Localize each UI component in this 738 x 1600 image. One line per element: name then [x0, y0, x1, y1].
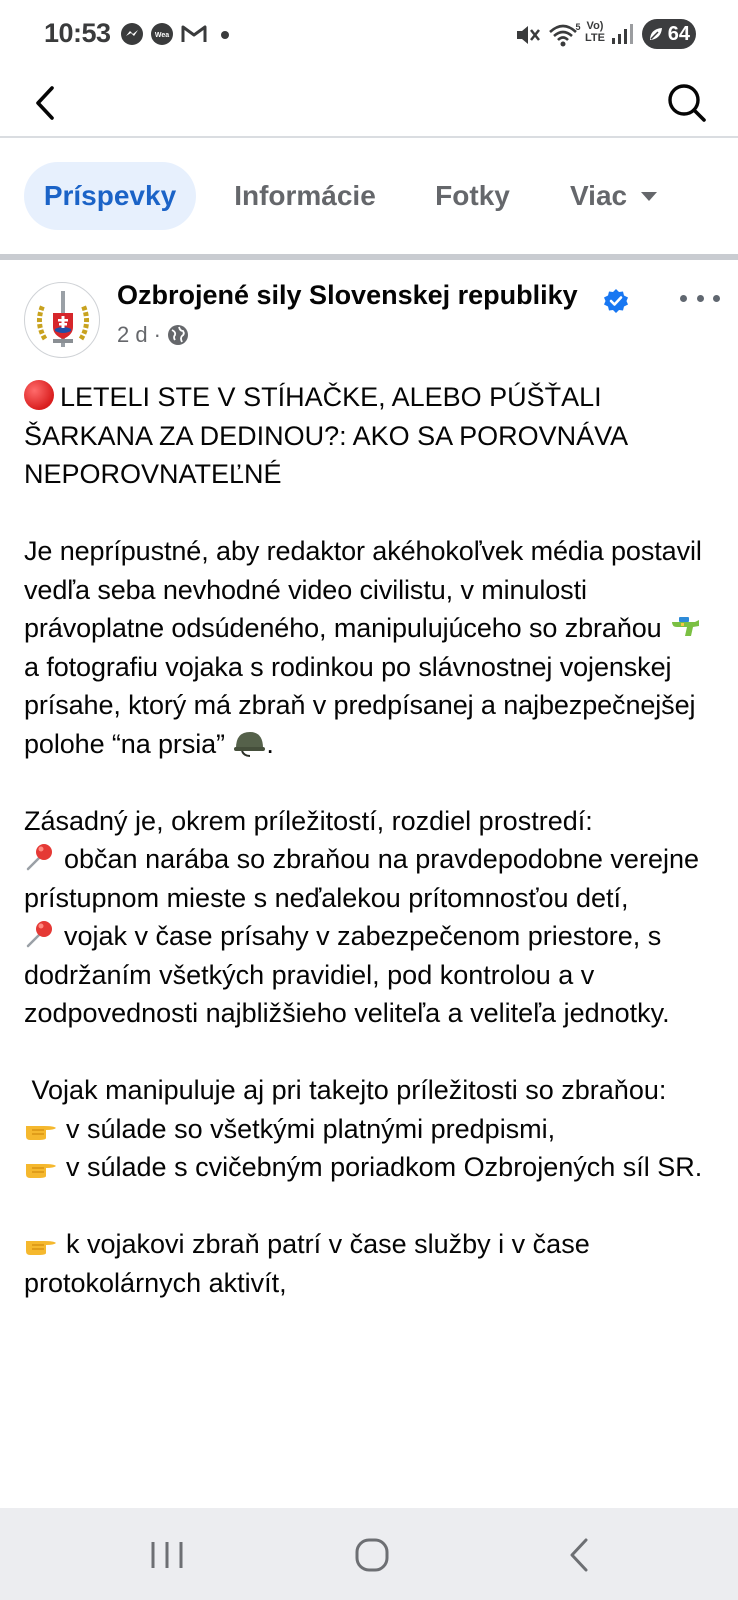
weather-icon [150, 22, 174, 46]
avatar[interactable] [24, 282, 100, 358]
armed-forces-emblem-icon [25, 283, 100, 358]
post-meta [117, 322, 189, 348]
dot [680, 295, 687, 302]
clock: 10:53 [44, 18, 111, 48]
post-header [0, 260, 738, 370]
paragraph-2-intro: Zásadný je, okrem príležitostí, rozdiel prostredí: [24, 805, 593, 836]
dot-icon [220, 30, 230, 40]
more-options-button[interactable] [680, 286, 720, 310]
paragraph-2-item-2: vojak v čase prísahy v zabezpečenom priestore, s dodržaním všetkých pravidiel, pod kontrolou a v zodpovednosti najbližšieho veliteľa a veliteľa jednotky. [24, 921, 670, 1028]
recent-apps-button[interactable] [142, 1532, 192, 1578]
system-navigation-bar [0, 1508, 738, 1600]
post-text [24, 378, 724, 1302]
tab-more[interactable]: Viac [555, 162, 680, 230]
battery-icon [642, 19, 696, 49]
gmail-icon [181, 24, 207, 44]
verified-badge-icon [603, 288, 629, 314]
signal-icon [610, 22, 636, 46]
tab-info[interactable]: Informácie [234, 180, 376, 211]
svg-text:Wea: Wea [154, 32, 170, 39]
military-helmet-icon [232, 728, 266, 758]
top-navigation [0, 70, 738, 138]
paragraph-3-item-2: v súlade s cvičebným poriadkom Ozbrojených síl SR. [24, 1148, 724, 1187]
water-pistol-icon [669, 612, 703, 642]
page-name[interactable]: Ozbrojené sily Slovenskej republiky [117, 280, 578, 310]
mute-icon [514, 22, 540, 48]
back-icon [556, 1532, 606, 1578]
system-back-button[interactable] [556, 1532, 606, 1578]
wifi-icon [548, 20, 582, 50]
battery-level: 64 [667, 22, 690, 45]
paragraph-1: Je neprípustné, aby redaktor akéhokoľvek média postavil vedľa seba nevhodné video civilistu, v minulosti právoplatne odsúdeného, manipulujúceho so zbraňou a fotografiu vojaka s rodinkou po slávnostnej vojenskej prísahe, ktorý má zbraň v predpísanej a najbezpečnejšej polohe “na prsia” . [24, 536, 702, 759]
paragraph-2-item-1: občan narába so zbraňou na pravdepodobne verejne prístupnom mieste s neďalekou prítomnosťou detí, [24, 844, 699, 913]
paragraph-3-intro: Vojak manipuluje aj pri takejto príležitosti so zbraňou: [24, 1075, 667, 1105]
messenger-icon [120, 22, 144, 46]
round-pushpin-icon [24, 842, 56, 872]
tab-posts[interactable]: Príspevky [24, 162, 196, 230]
search-icon [662, 78, 712, 128]
search-button[interactable] [662, 78, 712, 128]
volte-label: Vo) LTE [585, 20, 605, 44]
back-button[interactable] [24, 78, 74, 128]
post-time[interactable]: 2 d [117, 322, 148, 347]
page-tabs [0, 138, 738, 256]
home-icon [347, 1532, 397, 1578]
back-arrow-icon [24, 78, 74, 128]
round-pushpin-icon [24, 919, 56, 949]
pointing-hand-icon [24, 1229, 58, 1257]
paragraph-4-item-1: k vojakovi zbraň patrí v čase služby i v čase protokolárnych aktivít, [24, 1229, 590, 1298]
dot [697, 295, 704, 302]
dot [713, 295, 720, 302]
pointing-hand-icon [24, 1114, 58, 1142]
recent-apps-icon [142, 1532, 192, 1578]
caret-down-icon [641, 192, 657, 201]
globe-icon [167, 324, 189, 346]
tab-photos[interactable]: Fotky [435, 180, 510, 211]
pointing-hand-icon [24, 1152, 58, 1180]
status-bar [0, 0, 738, 70]
meta-separator: · [153, 322, 161, 347]
home-button[interactable] [347, 1532, 397, 1578]
svg-text:5: 5 [575, 22, 581, 32]
post-title: LETELI STE V STÍHAČKE, ALEBO PÚŠŤALI ŠARKANA ZA DEDINOU?: AKO SA POROVNÁVA NEPOROVNATEĽNÉ [24, 382, 627, 489]
red-circle-icon [24, 380, 54, 410]
paragraph-3-item-1: v súlade so všetkými platnými predpismi, [24, 1110, 724, 1149]
